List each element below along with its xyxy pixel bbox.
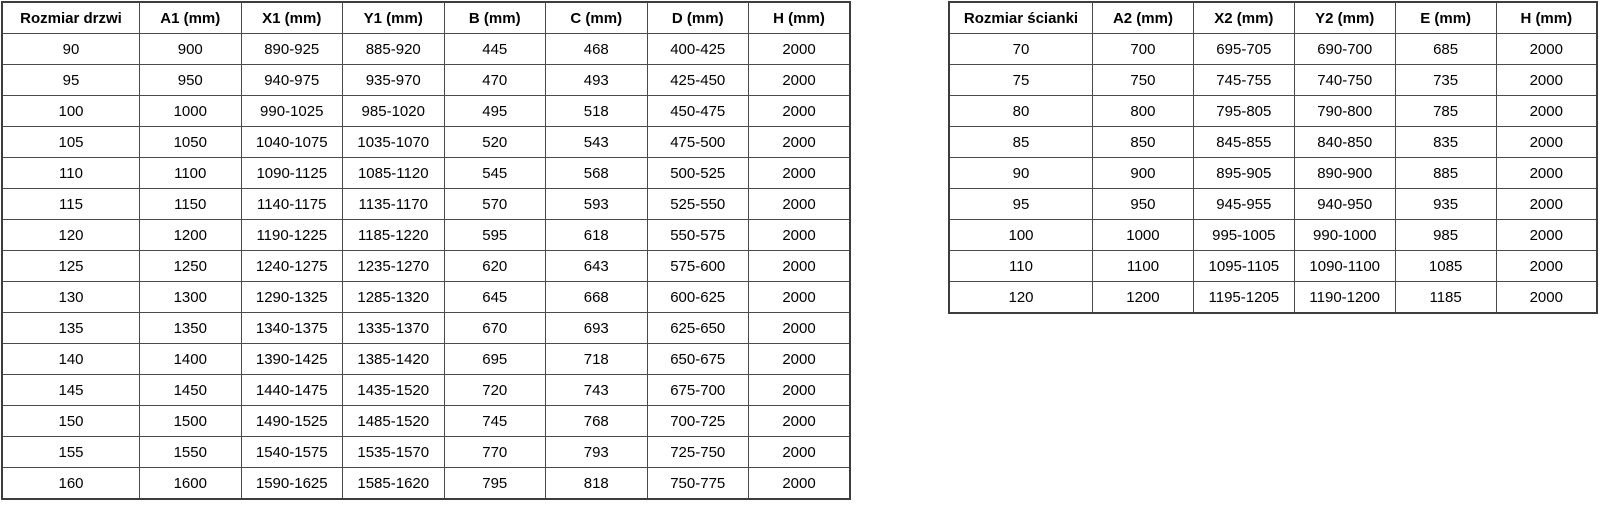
table-cell: 2000 [1496,34,1597,65]
table-cell: 695-705 [1193,34,1294,65]
header-row [2,2,850,34]
table-cell: 850 [1093,127,1194,158]
table-cell: 1540-1575 [241,437,343,468]
table-cell: 835 [1395,127,1496,158]
wall-size-table [948,1,1598,314]
table-cell: 845-855 [1193,127,1294,158]
table-cell: 493 [546,65,648,96]
table-cell: 750 [1093,65,1194,96]
column-header: B (mm) [444,2,546,34]
table-cell: 895-905 [1193,158,1294,189]
table-cell: 95 [949,189,1093,220]
column-header: H (mm) [1496,2,1597,34]
table-cell: 2000 [1496,282,1597,314]
table-cell: 100 [949,220,1093,251]
table-cell: 110 [2,158,140,189]
table-cell: 75 [949,65,1093,96]
table-cell: 693 [546,313,648,344]
table-cell: 550-575 [647,220,749,251]
table-cell: 1585-1620 [343,468,445,500]
table-row [2,437,850,468]
table-cell: 1090-1125 [241,158,343,189]
table-row [2,406,850,437]
table-cell: 90 [949,158,1093,189]
table-cell: 470 [444,65,546,96]
table-cell: 1550 [140,437,242,468]
table-cell: 890-900 [1294,158,1395,189]
table-cell: 668 [546,282,648,313]
table-cell: 1285-1320 [343,282,445,313]
table-cell: 2000 [1496,220,1597,251]
table-cell: 795 [444,468,546,500]
table-cell: 2000 [749,65,851,96]
table-cell: 2000 [749,282,851,313]
table-cell: 625-650 [647,313,749,344]
table-cell: 575-600 [647,251,749,282]
table-cell: 125 [2,251,140,282]
table-cell: 525-550 [647,189,749,220]
column-header: A1 (mm) [140,2,242,34]
table-cell: 445 [444,34,546,65]
table-cell: 2000 [749,220,851,251]
table-cell: 500-525 [647,158,749,189]
table-cell: 945-955 [1193,189,1294,220]
table-cell: 2000 [749,189,851,220]
table-cell: 1240-1275 [241,251,343,282]
table-cell: 643 [546,251,648,282]
table-cell: 115 [2,189,140,220]
table-cell: 70 [949,34,1093,65]
table-cell: 1100 [140,158,242,189]
table-cell: 593 [546,189,648,220]
table-cell: 1050 [140,127,242,158]
table-cell: 935-970 [343,65,445,96]
table-cell: 900 [140,34,242,65]
table-row [949,127,1597,158]
column-header: E (mm) [1395,2,1496,34]
table-cell: 2000 [1496,251,1597,282]
table-cell: 2000 [1496,65,1597,96]
table-cell: 568 [546,158,648,189]
table-cell: 840-850 [1294,127,1395,158]
table-cell: 800 [1093,96,1194,127]
table-cell: 100 [2,96,140,127]
header-row [949,2,1597,34]
table-row [2,468,850,500]
table-cell: 1490-1525 [241,406,343,437]
table-cell: 745 [444,406,546,437]
table-row [949,65,1597,96]
table-row [2,34,850,65]
table-cell: 150 [2,406,140,437]
table-cell: 890-925 [241,34,343,65]
table-cell: 990-1000 [1294,220,1395,251]
table-cell: 1095-1105 [1193,251,1294,282]
table-cell: 740-750 [1294,65,1395,96]
table-cell: 885-920 [343,34,445,65]
table-row [2,220,850,251]
table-row [949,251,1597,282]
table-cell: 900 [1093,158,1194,189]
table-row [2,158,850,189]
table-cell: 1200 [140,220,242,251]
table-cell: 543 [546,127,648,158]
table-cell: 670 [444,313,546,344]
table-cell: 1150 [140,189,242,220]
table-cell: 2000 [749,344,851,375]
table-row [949,189,1597,220]
table-cell: 2000 [1496,96,1597,127]
column-header: H (mm) [749,2,851,34]
table-cell: 1400 [140,344,242,375]
column-header: A2 (mm) [1093,2,1194,34]
table-cell: 885 [1395,158,1496,189]
table-cell: 95 [2,65,140,96]
table-cell: 145 [2,375,140,406]
table-cell: 2000 [1496,189,1597,220]
table-cell: 520 [444,127,546,158]
table-cell: 400-425 [647,34,749,65]
table-cell: 785 [1395,96,1496,127]
table-cell: 650-675 [647,344,749,375]
table-cell: 1190-1225 [241,220,343,251]
table-cell: 90 [2,34,140,65]
table-cell: 1035-1070 [343,127,445,158]
column-header: Y1 (mm) [343,2,445,34]
table-row [2,344,850,375]
table-cell: 790-800 [1294,96,1395,127]
table-cell: 1185 [1395,282,1496,314]
table-cell: 160 [2,468,140,500]
table-cell: 743 [546,375,648,406]
table-cell: 940-975 [241,65,343,96]
table-cell: 735 [1395,65,1496,96]
table-cell: 2000 [749,127,851,158]
table-cell: 140 [2,344,140,375]
table-cell: 1195-1205 [1193,282,1294,314]
table-cell: 2000 [749,251,851,282]
table-cell: 1000 [140,96,242,127]
table-cell: 990-1025 [241,96,343,127]
table-cell: 750-775 [647,468,749,500]
table-cell: 618 [546,220,648,251]
table-row [2,313,850,344]
table-cell: 155 [2,437,140,468]
table-cell: 940-950 [1294,189,1395,220]
table-cell: 1300 [140,282,242,313]
table-cell: 700 [1093,34,1194,65]
table-cell: 1250 [140,251,242,282]
table-row [949,96,1597,127]
column-header: Rozmiar drzwi [2,2,140,34]
table-cell: 950 [1093,189,1194,220]
column-header: Rozmiar ścianki [949,2,1093,34]
column-header: C (mm) [546,2,648,34]
table-cell: 135 [2,313,140,344]
table-cell: 700-725 [647,406,749,437]
table-row [2,189,850,220]
table-cell: 1535-1570 [343,437,445,468]
column-header: D (mm) [647,2,749,34]
table-cell: 595 [444,220,546,251]
column-header: X1 (mm) [241,2,343,34]
table-cell: 1390-1425 [241,344,343,375]
table-cell: 1450 [140,375,242,406]
table-cell: 1500 [140,406,242,437]
table-cell: 768 [546,406,648,437]
table-cell: 1085-1120 [343,158,445,189]
table-cell: 1200 [1093,282,1194,314]
table-cell: 770 [444,437,546,468]
table-cell: 495 [444,96,546,127]
table-cell: 1340-1375 [241,313,343,344]
table-cell: 2000 [749,34,851,65]
table-cell: 725-750 [647,437,749,468]
table-cell: 1100 [1093,251,1194,282]
table-cell: 468 [546,34,648,65]
table-cell: 1335-1370 [343,313,445,344]
table-cell: 120 [949,282,1093,314]
table-cell: 1590-1625 [241,468,343,500]
table-cell: 600-625 [647,282,749,313]
table-cell: 795-805 [1193,96,1294,127]
table-cell: 130 [2,282,140,313]
table-cell: 570 [444,189,546,220]
table-cell: 1090-1100 [1294,251,1395,282]
table-cell: 518 [546,96,648,127]
table-cell: 935 [1395,189,1496,220]
table-cell: 2000 [749,406,851,437]
table-cell: 745-755 [1193,65,1294,96]
table-cell: 2000 [749,313,851,344]
table-row [949,282,1597,314]
table-cell: 2000 [1496,158,1597,189]
table-cell: 1485-1520 [343,406,445,437]
table-cell: 1040-1075 [241,127,343,158]
table-cell: 620 [444,251,546,282]
table-cell: 1185-1220 [343,220,445,251]
table-cell: 985-1020 [343,96,445,127]
table-row [2,251,850,282]
table-cell: 1435-1520 [343,375,445,406]
table-cell: 685 [1395,34,1496,65]
table-cell: 105 [2,127,140,158]
door-size-table [1,1,851,500]
table-cell: 1000 [1093,220,1194,251]
table-row [949,220,1597,251]
table-cell: 1140-1175 [241,189,343,220]
table-row [949,158,1597,189]
table-cell: 85 [949,127,1093,158]
table-cell: 120 [2,220,140,251]
table-row [2,375,850,406]
table-row [949,34,1597,65]
table-cell: 475-500 [647,127,749,158]
table-cell: 2000 [749,96,851,127]
table-cell: 950 [140,65,242,96]
table-cell: 425-450 [647,65,749,96]
table-cell: 645 [444,282,546,313]
table-row [2,127,850,158]
table-row [2,65,850,96]
table-cell: 2000 [749,375,851,406]
table-cell: 80 [949,96,1093,127]
table-cell: 2000 [1496,127,1597,158]
table-cell: 720 [444,375,546,406]
table-cell: 2000 [749,437,851,468]
table-cell: 1135-1170 [343,189,445,220]
table-cell: 985 [1395,220,1496,251]
table-row [2,96,850,127]
table-row [2,282,850,313]
table-cell: 690-700 [1294,34,1395,65]
table-cell: 1235-1270 [343,251,445,282]
table-cell: 1085 [1395,251,1496,282]
table-cell: 1350 [140,313,242,344]
table-cell: 793 [546,437,648,468]
table-cell: 695 [444,344,546,375]
table-cell: 1440-1475 [241,375,343,406]
table-cell: 995-1005 [1193,220,1294,251]
table-cell: 1290-1325 [241,282,343,313]
column-header: Y2 (mm) [1294,2,1395,34]
table-cell: 675-700 [647,375,749,406]
table-cell: 1385-1420 [343,344,445,375]
table-cell: 718 [546,344,648,375]
table-cell: 110 [949,251,1093,282]
table-cell: 545 [444,158,546,189]
table-cell: 2000 [749,468,851,500]
table-cell: 2000 [749,158,851,189]
column-header: X2 (mm) [1193,2,1294,34]
table-cell: 818 [546,468,648,500]
table-cell: 450-475 [647,96,749,127]
table-cell: 1190-1200 [1294,282,1395,314]
table-cell: 1600 [140,468,242,500]
